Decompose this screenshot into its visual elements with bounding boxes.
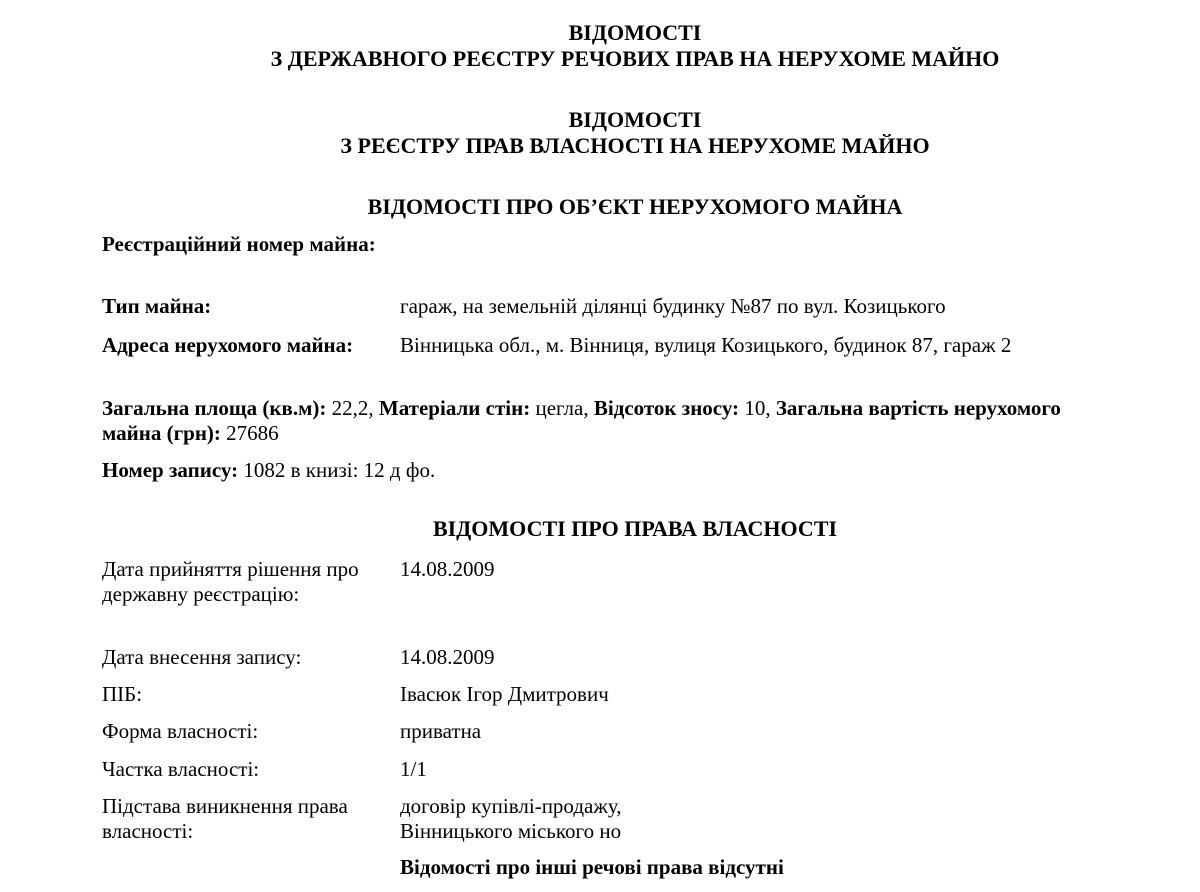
reg-number-label: Реєстраційний номер майна:	[102, 232, 376, 256]
document-title-1	[0, 20, 1200, 72]
area-value: 22,2,	[326, 396, 379, 420]
owner-name-value: Івасюк Ігор Дмитрович	[400, 682, 609, 706]
decision-date-label: Дата прийняття рішення про державну реєстрацію:	[102, 557, 359, 606]
wear-value: 10,	[739, 396, 776, 420]
property-type-value: гараж, на земельній ділянці будинку №87 по вул. Козицького	[400, 294, 946, 318]
ownership-form-label: Форма власності:	[102, 719, 259, 743]
address-value: Вінницька обл., м. Вінниця, вулиця Козицького, будинок 87, гараж 2	[400, 333, 1012, 357]
title-1-line-1: ВІДОМОСТІ	[568, 20, 702, 45]
ownership-share-label: Частка власності:	[102, 757, 260, 781]
title-2-line-2: З РЕЄСТРУ ПРАВ ВЛАСНОСТІ НА НЕРУХОМЕ МАЙНО	[340, 133, 930, 158]
owner-name-label: ПІБ:	[102, 682, 143, 706]
ownership-basis-value	[400, 794, 1190, 844]
property-type-label: Тип майна:	[102, 294, 212, 318]
ownership-form-value: приватна	[400, 719, 482, 743]
record-number-label: Номер запису:	[102, 458, 239, 482]
walls-value: цегла,	[530, 396, 594, 420]
address-label: Адреса нерухомого майна:	[102, 333, 354, 357]
walls-label: Матеріали стін:	[378, 396, 531, 420]
entry-date-value: 14.08.2009	[400, 645, 495, 669]
ownership-basis-line-2: Вінницького міського но	[400, 819, 622, 843]
cost-value: 27686	[220, 421, 279, 445]
other-rights-note: Відомості про інші речові права відсутні	[400, 855, 784, 879]
area-label: Загальна площа (кв.м):	[102, 396, 327, 420]
wear-label: Відсоток зносу:	[593, 396, 740, 420]
ownership-section-heading: ВІДОМОСТІ ПРО ПРАВА ВЛАСНОСТІ	[432, 516, 838, 541]
record-number-value: 1082 в книзі: 12 д фо.	[238, 458, 436, 482]
document-title-2	[0, 107, 1200, 159]
ownership-basis-label: Підстава виникнення права власності:	[102, 794, 348, 843]
property-details-paragraph	[102, 396, 1102, 446]
title-2-line-1: ВІДОМОСТІ	[568, 107, 702, 132]
cost-label: Загальна вартість нерухомого майна (грн):	[102, 396, 1061, 445]
record-number-paragraph	[102, 458, 1102, 483]
entry-date-label: Дата внесення запису:	[102, 645, 302, 669]
ownership-share-value: 1/1	[400, 757, 427, 781]
ownership-basis-line-1: договір купівлі-продажу,	[400, 794, 622, 818]
title-1-line-2: З ДЕРЖАВНОГО РЕЄСТРУ РЕЧОВИХ ПРАВ НА НЕРУХОМЕ МАЙНО	[270, 46, 1000, 71]
decision-date-value: 14.08.2009	[400, 557, 495, 581]
object-section-heading: ВІДОМОСТІ ПРО ОБ’ЄКТ НЕРУХОМОГО МАЙНА	[367, 194, 903, 219]
